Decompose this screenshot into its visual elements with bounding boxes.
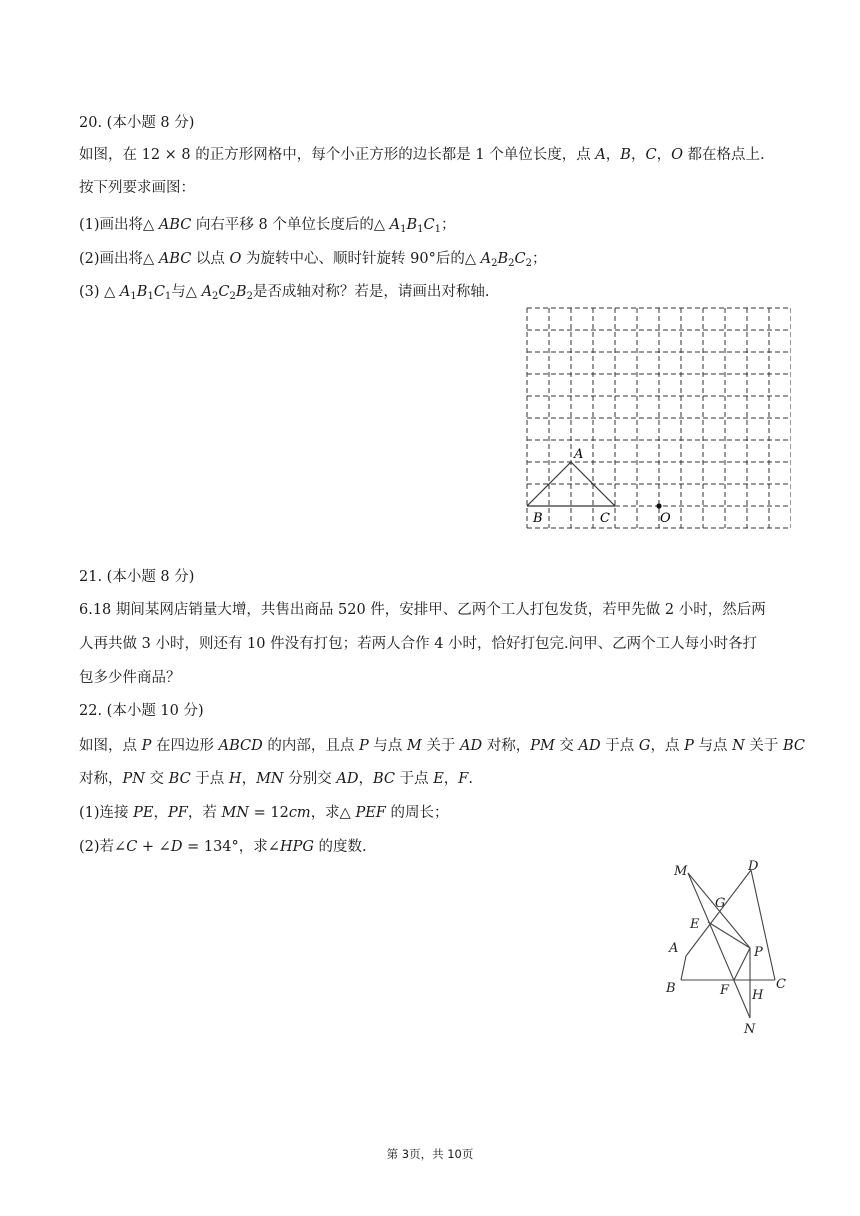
math: A [595,147,606,163]
text: 的周长； [385,805,449,821]
math: A [389,217,401,233]
math: HPG [279,839,314,855]
q20-intro-line1 [79,145,765,165]
label-m: M [674,864,688,879]
math: C [423,217,435,233]
label-c: C [600,511,610,526]
text: (2)若∠ [79,839,127,855]
text: = 134°，求∠ [182,839,280,855]
math: AD [460,738,483,754]
text: + ∠ [137,839,171,855]
label-o: O [660,511,671,526]
text: 对称， [482,738,531,754]
text: 向右平移 8 个单位长度后的△ [191,217,390,233]
q22-header: 22. (本小题 10 分) [79,703,204,719]
math: P [358,738,369,754]
text: (1)连接 [79,805,134,821]
text: ； [531,251,547,267]
subscript: 1 [400,224,407,235]
q20-intro-line2: 按下列要求画图： [79,180,195,196]
math: MN [221,805,249,821]
text: 与△ [171,284,202,300]
segment-mn [688,873,750,1018]
text: 与点 [693,738,733,754]
math: O [671,147,683,163]
text: 于点 [190,771,229,787]
q21-line3: 包多少件商品？ [79,670,181,686]
label-h: H [752,988,764,1003]
grid-lines [527,308,791,528]
math: B [620,147,631,163]
text: 于点 [394,771,434,787]
label-p: P [754,945,763,960]
text: (3) △ [79,284,120,300]
text: ， [605,147,621,163]
label-a: A [669,941,679,956]
q21-line2: 人再共做 3 小时，则还有 10 件没有打包；若两人合作 4 小时，恰好打包完.问甲、乙两个工人每小时各打 [79,636,758,652]
math: BC [782,738,805,754]
math: B [406,217,418,233]
label-g: G [715,896,726,911]
text: ，若 [187,805,222,821]
math: M [406,738,422,754]
text: 在四边形 [151,738,219,754]
text: 交 [144,771,169,787]
math: BC [168,771,191,787]
math: P [141,738,152,754]
q22-part1 [79,803,448,823]
text: (1)画出将△ [79,217,159,233]
math: H [228,771,242,787]
q20-header: 20. (本小题 8 分) [79,115,195,131]
label-n: N [744,1022,756,1037]
text: 都在格点上. [682,147,765,163]
label-a: A [574,447,584,462]
q22-line1 [79,736,805,756]
q21-line1: 6.18 期间某网店销量大增，共售出商品 520 件，安排甲、乙两个工人打包发货，若甲先做 2 小时，然后两 [79,602,766,618]
text: ； [441,217,456,233]
math: BC [372,771,395,787]
subscript: 2 [508,258,515,269]
math: A [119,284,131,300]
text: ， [153,805,168,821]
math: P [684,738,694,754]
text: 关于 [421,738,460,754]
math: C [126,839,138,855]
math: C [514,251,526,267]
text: ，求△ [310,805,356,821]
subscript: 2 [229,291,236,302]
text: 交 [554,738,579,754]
q22-part2 [79,837,367,857]
text: 与点 [368,738,407,754]
subscript: 1 [164,291,172,302]
q22-line2 [79,769,473,789]
text: 的内部，且点 [262,738,359,754]
subscript: 1 [434,224,441,235]
label-b: B [533,511,543,526]
text: 是否成轴对称？若是，请画出对称轴. [252,284,490,300]
math: PEF [355,805,386,821]
text: ， [656,147,672,163]
math: E [433,771,444,787]
math: B [136,284,148,300]
math: AD [336,771,359,787]
text: ，点 [650,738,685,754]
text: ， [630,147,646,163]
label-e: E [690,917,700,932]
q20-part2 [79,249,546,274]
segment-dc [751,870,775,980]
label-c: C [776,977,786,992]
text: 的度数. [313,839,367,855]
quadrilateral-figure [660,858,800,1038]
math: B [497,251,509,267]
math: PM [530,738,555,754]
text: 以点 [191,251,230,267]
math: A [201,284,213,300]
math: C [153,284,165,300]
math: B [235,284,247,300]
math: PF [168,805,188,821]
math: N [732,738,745,754]
math: ABC [158,217,192,233]
math: MN [256,771,284,787]
segment-pf [734,948,750,980]
q20-part1 [79,215,456,240]
q20-part3 [79,282,490,307]
page-footer: 第 3页，共 10页 [386,1147,474,1161]
text: 如图，在 12 × 8 的正方形网格中，每个小正方形的边长都是 1 个单位长度，点 [79,147,596,163]
subscript: 2 [212,291,219,302]
label-f: F [720,983,730,998]
math: PE [133,805,154,821]
subscript: 1 [417,224,424,235]
text: (2)画出将△ [79,251,159,267]
label-b: B [666,981,676,996]
text: 关于 [744,738,783,754]
text: 为旋转中心、顺时针旋转 90°后的△ [241,251,481,267]
math: C [218,284,230,300]
math: AD [578,738,601,754]
math: ABCD [218,738,263,754]
text: 分别交 [283,771,337,787]
label-d: D [748,859,759,874]
math: D [170,839,183,855]
math: PN [122,771,145,787]
text: . [468,771,473,787]
math: A [480,251,492,267]
text: 如图，点 [79,738,142,754]
text: ， [443,771,459,787]
subscript: 1 [130,291,137,302]
point-o [656,503,661,508]
segment-ab [681,956,686,980]
math: F [458,771,469,787]
subscript: 1 [147,291,154,302]
math: cm [288,805,311,821]
grid-figure [523,306,791,532]
subscript: 2 [525,258,532,269]
subscript: 2 [246,291,253,302]
math: C [645,147,657,163]
subscript: 2 [491,258,498,269]
text: 于点 [600,738,639,754]
text: = 12 [248,805,289,821]
text: ， [241,771,257,787]
q21-header: 21. (本小题 8 分) [79,569,195,585]
text: ， [358,771,373,787]
text: 对称， [79,771,123,787]
math: O [229,251,242,267]
math: G [638,738,651,754]
math: ABC [158,251,192,267]
